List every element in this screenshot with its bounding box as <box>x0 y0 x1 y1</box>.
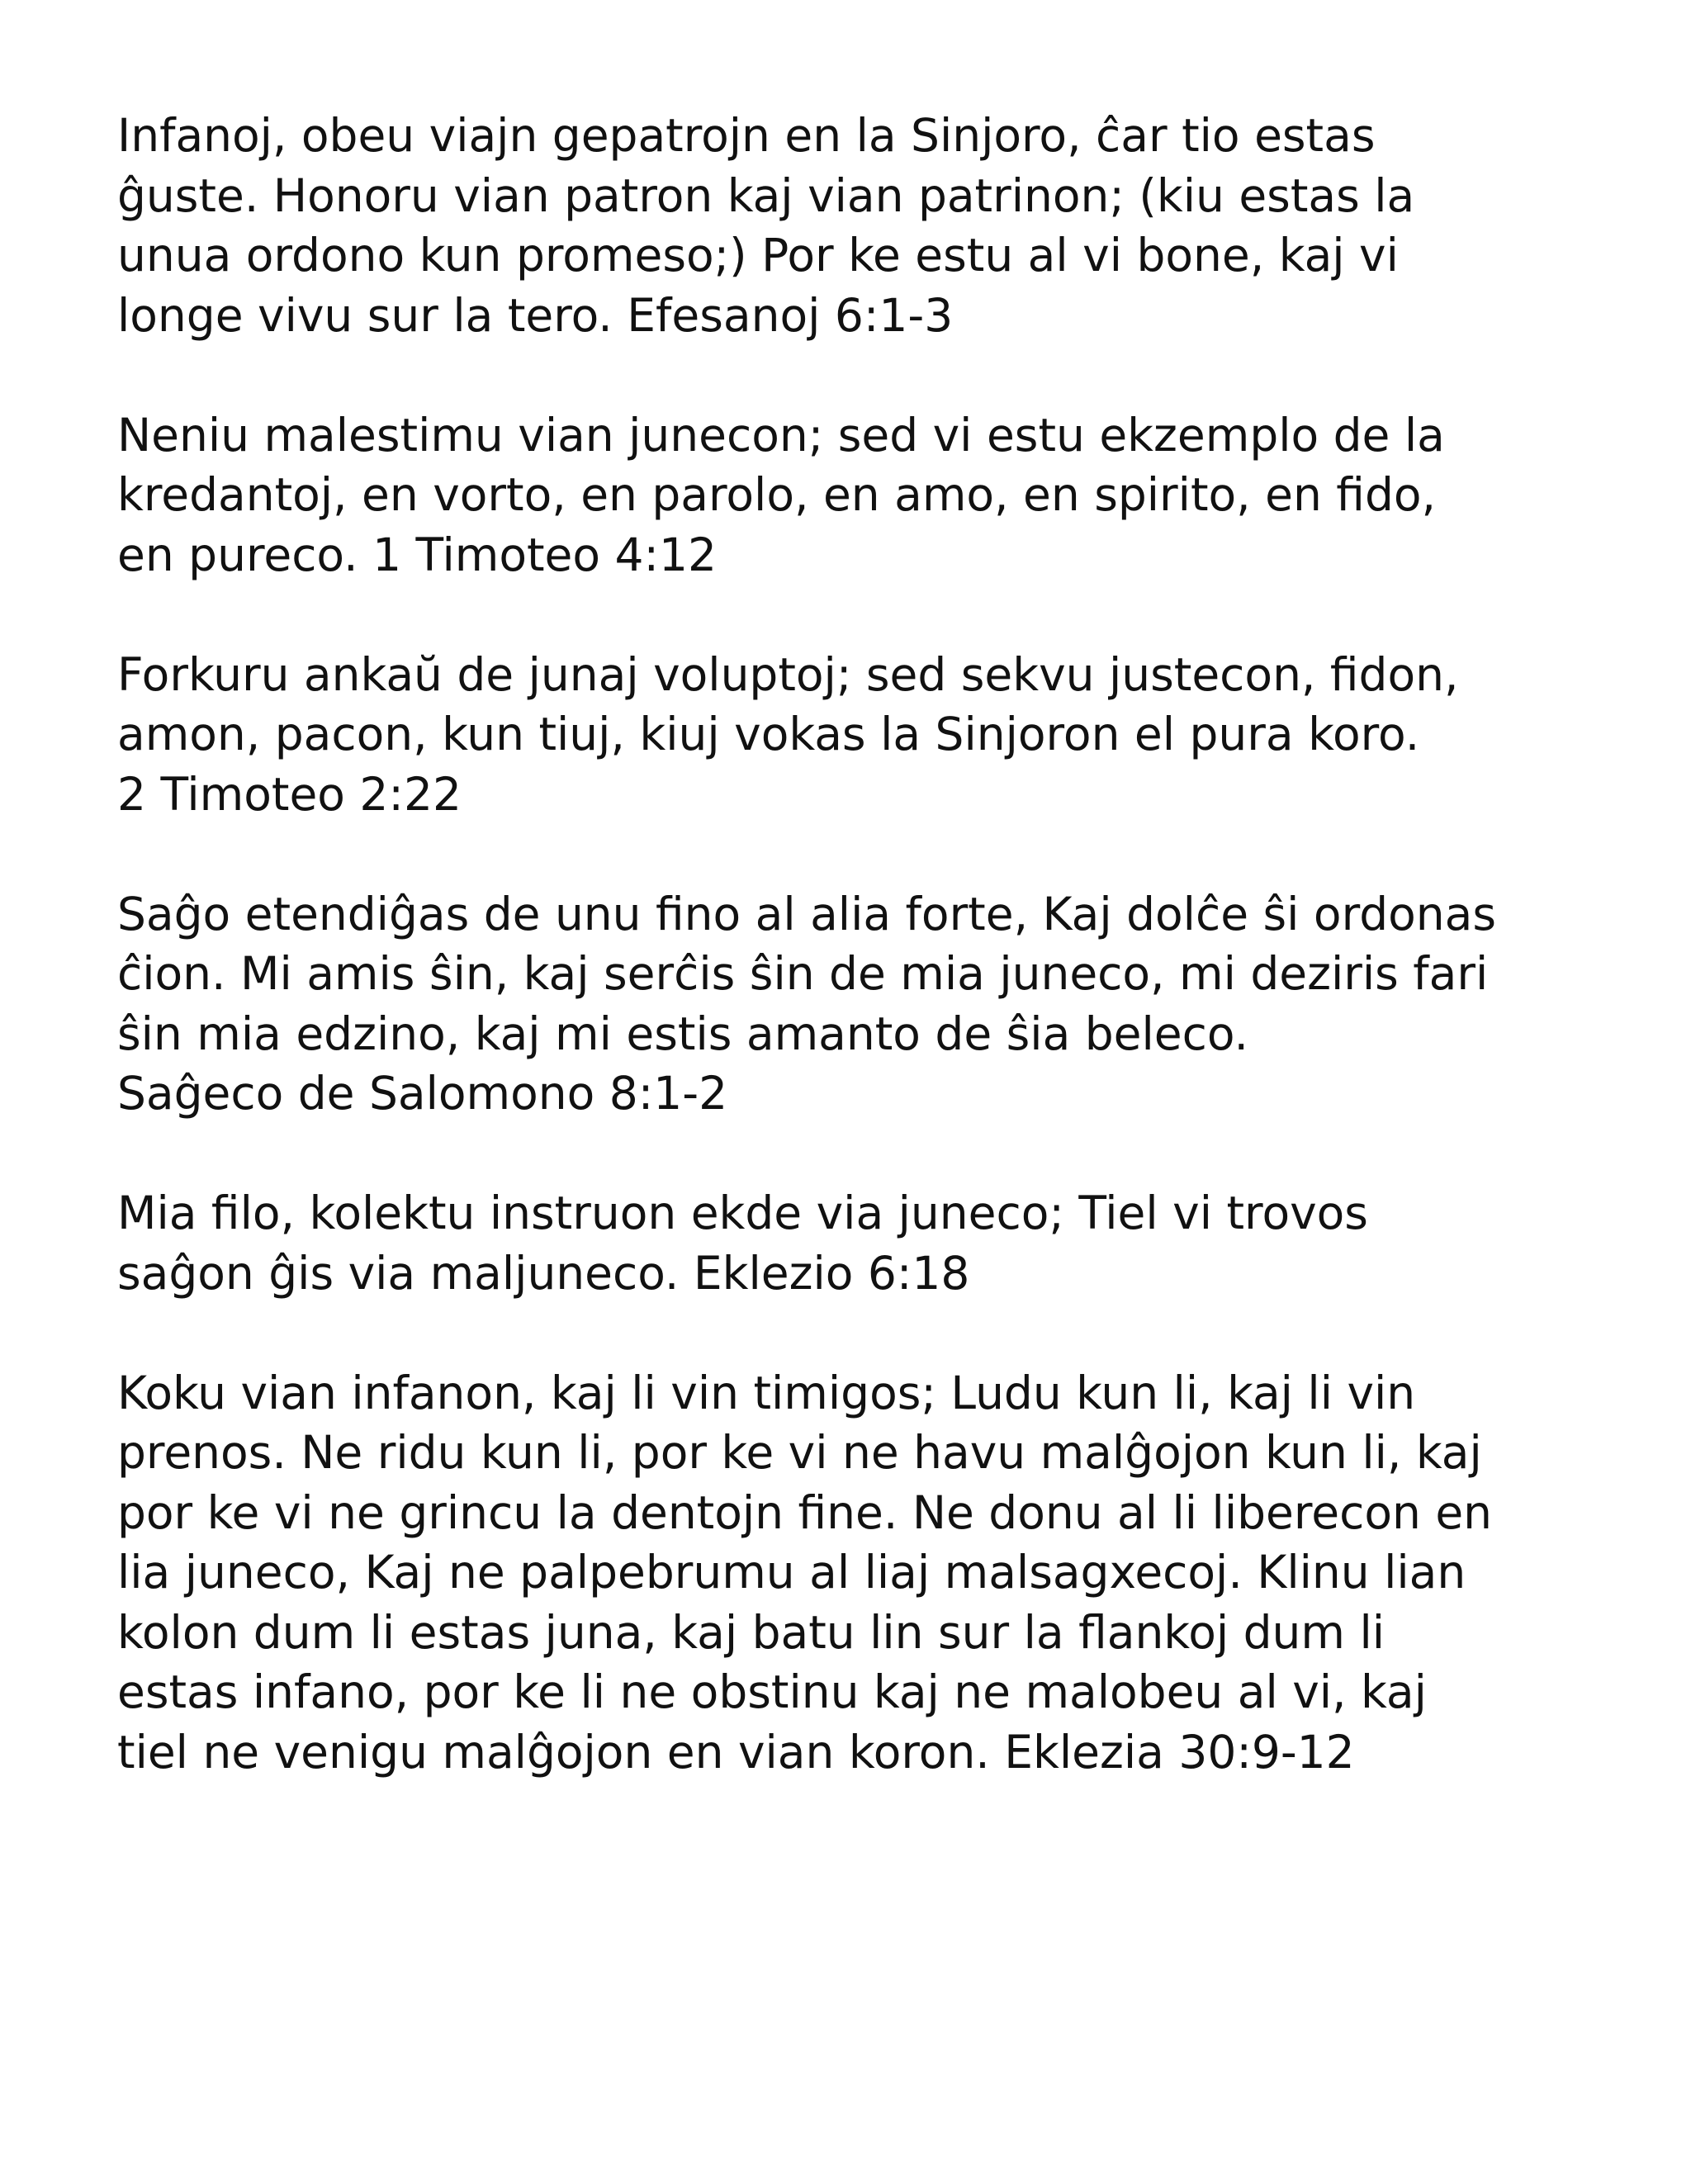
passage-eklezio: Mia filo, kolektu instruon ekde via juneco; Tiel vi trovos saĝon ĝis via maljuneco. Eklezio 6:18 <box>117 1187 1368 1300</box>
passage-1-timoteo: Neniu malestimu vian junecon; sed vi estu ekzemplo de la kredantoj, en vorto, en parolo, en amo, en spirito, en fido, en pureco. 1 Timoteo 4:12 <box>117 408 1445 581</box>
passage-2-timoteo: Forkuru ankaŭ de junaj voluptoj; sed sekvu justecon, fidon, amon, pacon, kun tiuj, kiuj vokas la Sinjoron el pura koro. 2 Timoteo 2:22 <box>117 647 1459 821</box>
passage-efesanoj: Infanoj, obeu viajn gepatrojn en la Sinjoro, ĉar tio estas ĝuste. Honoru vian patron kaj vian patrinon; (kiu estas la unua ordono kun promeso;) Por ke estu al vi bone, kaj vi longe vivu sur la tero. Efesanoj 6:1-3 <box>117 109 1415 342</box>
document-page <box>117 106 1587 1842</box>
passage-sageco: Saĝo etendiĝas de unu fino al alia forte, Kaj dolĉe ŝi ordonas ĉion. Mi amis ŝin, kaj serĉis ŝin de mia juneco, mi deziris fari ŝin mia edzino, kaj mi estis amanto de ŝia beleco. Saĝeco de Salomono 8:1-2 <box>117 887 1497 1120</box>
passage-eklezia: Koku vian infanon, kaj li vin timigos; Ludu kun li, kaj li vin prenos. Ne ridu kun li, por ke vi ne havu malĝojon kun li, kaj por ke vi ne grincu la dentojn fine. Ne donu al li liberecon en lia juneco, Kaj ne palpebrumu al liaj malsagxecoj. Klinu lian kolon dum li estas juna, kaj batu lin sur la flankoj dum li estas infano, por ke li ne obstinu kaj ne malobeu al vi, kaj tiel ne venigu malĝojon en vian koron. Eklezia 30:9-12 <box>117 1366 1493 1779</box>
